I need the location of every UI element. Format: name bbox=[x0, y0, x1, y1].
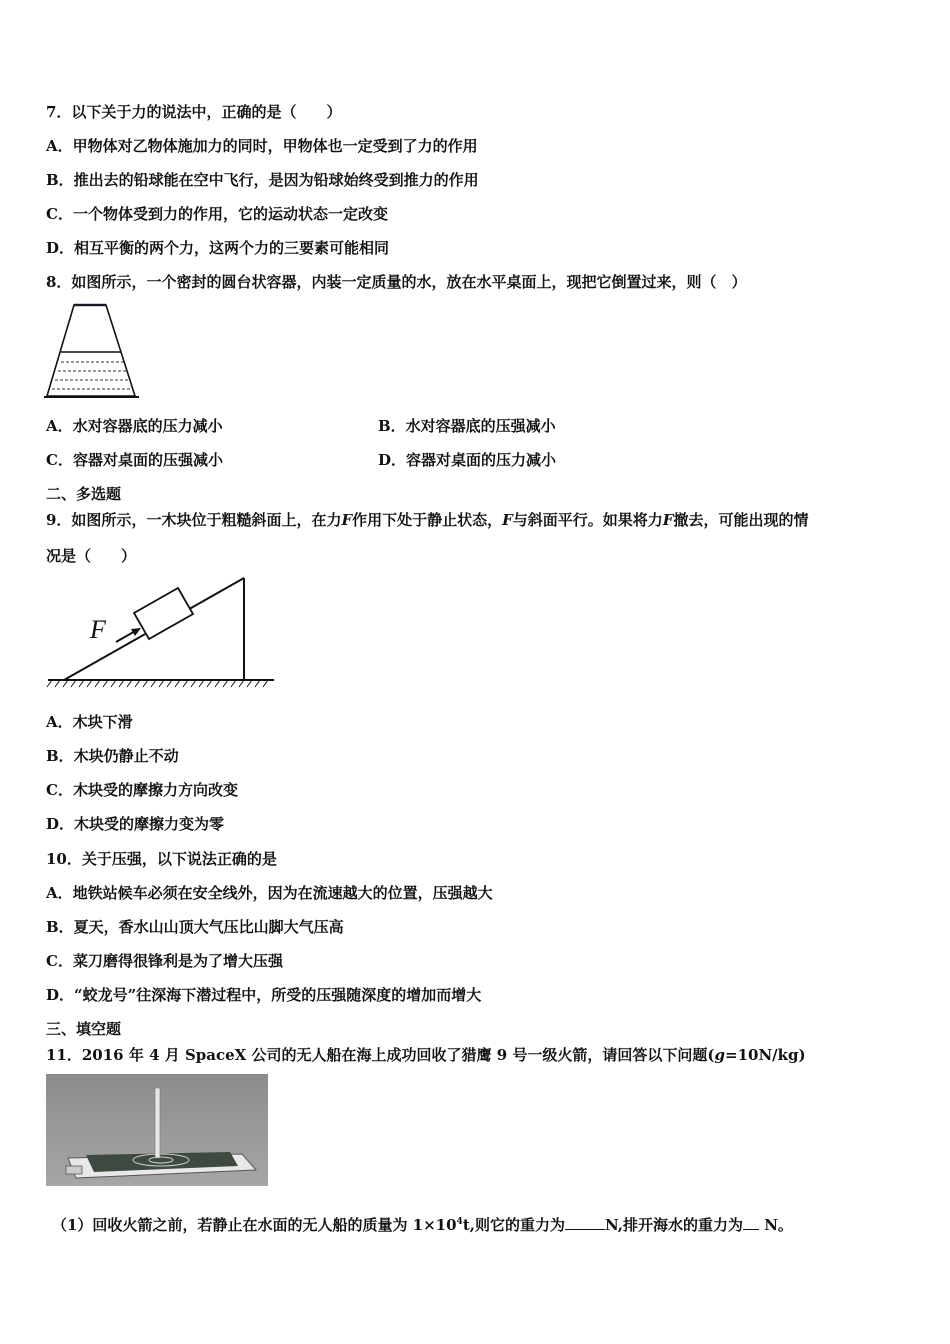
q7-option-c: C．一个物体受到力的作用，它的运动状态一定改变 bbox=[46, 205, 388, 223]
q7-option-a: A．甲物体对乙物体施加力的同时，甲物体也一定受到了力的作用 bbox=[46, 137, 478, 155]
drone-ship-rocket-photo bbox=[46, 1074, 268, 1186]
q9-option-a: A．木块下滑 bbox=[46, 713, 133, 731]
force-label-f: F bbox=[90, 615, 106, 644]
q8-option-d: D．容器对桌面的压力减小 bbox=[378, 451, 557, 469]
q8-option-a: A．水对容器底的压力减小 bbox=[46, 417, 223, 435]
section-heading-multiple-choice: 二、多选题 bbox=[46, 485, 122, 503]
q9-option-d: D．木块受的摩擦力变为零 bbox=[46, 815, 225, 833]
q10-option-a: A．地铁站候车必须在安全线外，因为在流速越大的位置，压强越大 bbox=[46, 884, 493, 902]
q10-option-c: C．菜刀磨得很锋利是为了增大压强 bbox=[46, 952, 283, 970]
q8-stem: 8．如图所示，一个密封的圆台状容器，内装一定质量的水，放在水平桌面上，现把它倒置过来，则（ ） bbox=[46, 273, 747, 291]
q7-stem: 7．以下关于力的说法中，正确的是（ ） bbox=[46, 103, 342, 121]
answer-blank-displaced-weight[interactable] bbox=[743, 1214, 759, 1230]
q9-option-c: C．木块受的摩擦力方向改变 bbox=[46, 781, 238, 799]
q10-option-b: B．夏天，香水山山顶大气压比山脚大气压高 bbox=[46, 918, 344, 936]
q11-subquestion-1: （1）回收火箭之前，若静止在水面的无人船的质量为 $1\times 10^4t$,则它的重力为 N,排开海水的重力为 N。 bbox=[52, 1216, 793, 1234]
q9-option-b: B．木块仍静止不动 bbox=[46, 747, 179, 765]
q11-stem: 11．2016 年 4 月 SpaceX 公司的无人船在海上成功回收了猎鹰 9 号一级火箭，请回答以下问题(g=10N/kg) bbox=[46, 1046, 806, 1064]
q7-option-b: B．推出去的铅球能在空中飞行，是因为铅球始终受到推力的作用 bbox=[46, 171, 479, 189]
q8-option-b: B．水对容器底的压强减小 bbox=[378, 417, 556, 435]
q9-stem-line2: 况是（ ） bbox=[46, 547, 137, 565]
q8-option-c: C．容器对桌面的压强减小 bbox=[46, 451, 223, 469]
q10-stem: 10．关于压强，以下说法正确的是 bbox=[46, 850, 277, 868]
frustum-container-figure bbox=[42, 300, 142, 400]
incline-block-figure bbox=[44, 574, 276, 692]
section-heading-fill-in: 三、填空题 bbox=[46, 1020, 122, 1038]
q10-option-d: D．“蛟龙号”往深海下潜过程中，所受的压强随深度的增加而增大 bbox=[46, 986, 482, 1004]
answer-blank-weight[interactable] bbox=[565, 1214, 605, 1230]
q9-stem: 9．如图所示，一木块位于粗糙斜面上，在力F作用下处于静止状态，F与斜面平行。如果将力F撤去，可能出现的情 bbox=[46, 511, 809, 529]
q7-option-d: D．相互平衡的两个力，这两个力的三要素可能相同 bbox=[46, 239, 390, 257]
